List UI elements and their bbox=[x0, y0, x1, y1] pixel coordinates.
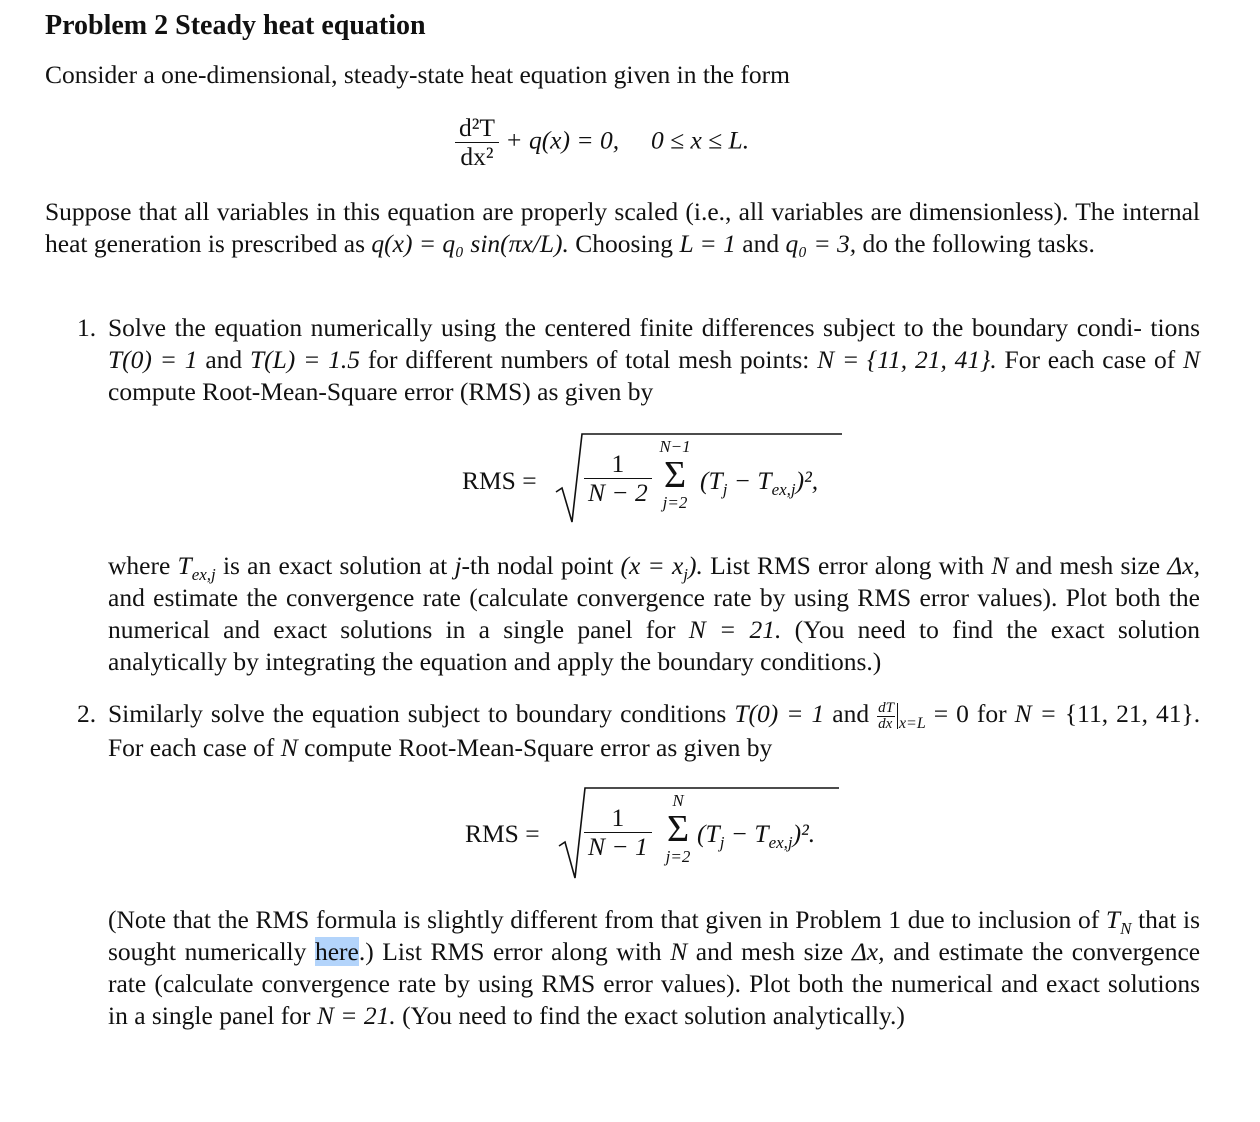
item2-at: x=L bbox=[898, 715, 926, 733]
item2-dT-frac bbox=[877, 701, 895, 732]
note-dx: Δx, bbox=[851, 937, 885, 966]
item1-text-a: Solve the equation numerically using the centered finite differences subject to the boundary condi- tions bbox=[108, 313, 1200, 342]
item2-paragraph bbox=[108, 698, 1200, 764]
q-definition: q(x) = q₀ sin(πx/L). bbox=[371, 229, 569, 258]
item1-bc1: T(0) = 1 bbox=[108, 345, 198, 374]
para2-and: and bbox=[742, 229, 780, 258]
item2-eq0: = 0 bbox=[933, 699, 969, 728]
item1-nset: N = {11, 21, 41}. bbox=[817, 345, 997, 374]
rms1-lhs: RMS = bbox=[462, 466, 537, 495]
highlighted-word-here[interactable]: here bbox=[314, 937, 359, 966]
intro-text: Consider a one-dimensional, steady-state heat equation given in the form bbox=[45, 60, 790, 89]
where-d: List RMS error along with bbox=[710, 551, 984, 580]
where-c: -th nodal point bbox=[461, 551, 614, 580]
second-derivative-fraction bbox=[455, 114, 499, 171]
xeq-sub: j bbox=[683, 565, 689, 585]
item1-and: and bbox=[205, 345, 243, 374]
tn-sub: N bbox=[1120, 919, 1132, 939]
rms1-den: N − 2 bbox=[588, 478, 648, 507]
item1-text-d: compute Root-Mean-Square error (RMS) as given by bbox=[108, 377, 654, 406]
rms2-term-mid: − T bbox=[724, 819, 769, 848]
where-b: is an exact solution at bbox=[222, 551, 448, 580]
item2-dT-num: dT bbox=[878, 699, 894, 716]
heat-equation bbox=[455, 114, 749, 171]
note-n21: N = 21. bbox=[316, 1001, 396, 1030]
sigma-2: Σ bbox=[666, 808, 690, 850]
item2-text-a: Similarly solve the equation subject to boundary conditions bbox=[108, 699, 727, 728]
item1-text-b: for different numbers of total mesh points: bbox=[367, 345, 810, 374]
item2-neq: N = bbox=[1014, 699, 1057, 728]
rms1-lower: j=2 bbox=[662, 493, 688, 512]
rms2-lhs: RMS = bbox=[465, 819, 540, 848]
item1-paragraph bbox=[108, 312, 1200, 408]
item2-note-paragraph bbox=[108, 904, 1200, 1032]
rms1-num: 1 bbox=[584, 450, 652, 479]
rms1-upper: N−1 bbox=[659, 437, 691, 456]
item1-N: N bbox=[1183, 345, 1201, 374]
choice-L: L = 1 bbox=[679, 229, 736, 258]
rms1-sum bbox=[655, 438, 695, 512]
rms2-num: 1 bbox=[584, 804, 652, 833]
where-g: (You need to find the exact solution analytically by integrating the equation and apply the boundary conditions.) bbox=[108, 615, 1200, 676]
rms1-term-mid: − T bbox=[727, 466, 772, 495]
intro-paragraph bbox=[45, 59, 1205, 91]
rms2-sum bbox=[658, 792, 698, 866]
para2-c: do the following tasks. bbox=[862, 229, 1095, 258]
eq1-rest: + q(x) = 0, bbox=[505, 125, 620, 155]
eq1-numerator: d²T bbox=[455, 114, 499, 143]
rms2-lower: j=2 bbox=[665, 847, 691, 866]
note-N: N bbox=[670, 937, 688, 966]
item2-number: 2. bbox=[77, 699, 97, 728]
where-a: where bbox=[108, 551, 171, 580]
note-d: and mesh size bbox=[695, 937, 844, 966]
rms1-term-end: )², bbox=[795, 466, 819, 495]
rms-formula-2 bbox=[465, 784, 865, 884]
rms2-fraction bbox=[584, 804, 652, 861]
rms2-term-j: j bbox=[719, 833, 725, 853]
eq1-domain: 0 ≤ x ≤ L. bbox=[650, 125, 750, 155]
rms2-term-a: (T bbox=[697, 819, 720, 848]
xeq bbox=[620, 551, 703, 585]
item2-for: for bbox=[976, 699, 1007, 728]
tn-symbol bbox=[1105, 905, 1132, 939]
xeq-a: (x = x bbox=[620, 551, 684, 580]
rms2-term-end: )². bbox=[792, 819, 816, 848]
rms1-term-a: (T bbox=[700, 466, 723, 495]
note-c: .) List RMS error along with bbox=[358, 937, 662, 966]
sigma-1: Σ bbox=[663, 454, 687, 496]
jth: j bbox=[454, 551, 462, 580]
where-n21: N = 21. bbox=[688, 615, 782, 644]
item2-N: N bbox=[280, 732, 298, 762]
rms1-fraction bbox=[584, 450, 652, 507]
rms2-term-ex: ex,j bbox=[768, 833, 793, 853]
rms2-upper: N bbox=[672, 791, 684, 810]
item2-and: and bbox=[832, 699, 870, 728]
where-N: N bbox=[991, 551, 1009, 580]
item1-text-c: For each case of bbox=[1004, 345, 1176, 374]
note-b: that is sought numerically bbox=[108, 905, 1201, 966]
para2-b: Choosing bbox=[575, 229, 674, 258]
item2-text-b: For each case of bbox=[108, 732, 275, 762]
item2-nset: {11, 21, 41}. bbox=[1064, 699, 1201, 728]
note-e: and estimate the convergence rate (calculate convergence rate by using RMS error values). Plot both the numerical and exact solutions in a single panel for bbox=[108, 937, 1201, 1030]
para2-a: Suppose that all variables in this equation are properly scaled (i.e., all variables are dimensionless). The internal heat generation is prescribed as bbox=[45, 197, 1200, 258]
item1-bc2: T(L) = 1.5 bbox=[249, 345, 360, 374]
tex-symbol bbox=[177, 551, 216, 585]
rms2-den: N − 1 bbox=[588, 832, 648, 861]
rms-formula-1 bbox=[462, 430, 862, 530]
where-e: and mesh size bbox=[1015, 551, 1161, 580]
item2-dT-den: dx bbox=[878, 715, 893, 732]
where-dx: Δx, bbox=[1167, 551, 1200, 580]
rms1-term-j: j bbox=[722, 480, 728, 500]
tex-sub: ex,j bbox=[191, 565, 216, 585]
rms1-term bbox=[700, 465, 819, 500]
rms1-term-ex: ex,j bbox=[771, 480, 796, 500]
eq1-denominator: dx² bbox=[460, 142, 494, 171]
xeq-end: ). bbox=[688, 551, 703, 580]
item2-bc1: T(0) = 1 bbox=[734, 699, 825, 728]
problem-title: Problem 2 Steady heat equation bbox=[45, 10, 426, 41]
item2-text-c: compute Root-Mean-Square error as given by bbox=[304, 732, 773, 762]
tn-T: T bbox=[1105, 905, 1121, 934]
where-f: and estimate the convergence rate (calculate convergence rate by using RMS error values). Plot both the numerical and exact solutions in a single panel for bbox=[108, 583, 1200, 644]
item1-where-paragraph bbox=[108, 550, 1200, 678]
rms2-term bbox=[697, 818, 816, 853]
note-a: (Note that the RMS formula is slightly different from that given in Problem 1 due to inclusion of bbox=[108, 905, 1100, 934]
item1-number: 1. bbox=[77, 313, 97, 342]
scaling-paragraph bbox=[45, 196, 1200, 260]
tex-T: T bbox=[177, 551, 192, 580]
note-f: (You need to find the exact solution analytically.) bbox=[402, 1001, 905, 1030]
choice-q0: q₀ = 3, bbox=[785, 229, 857, 258]
evaluation-bar bbox=[897, 703, 898, 729]
